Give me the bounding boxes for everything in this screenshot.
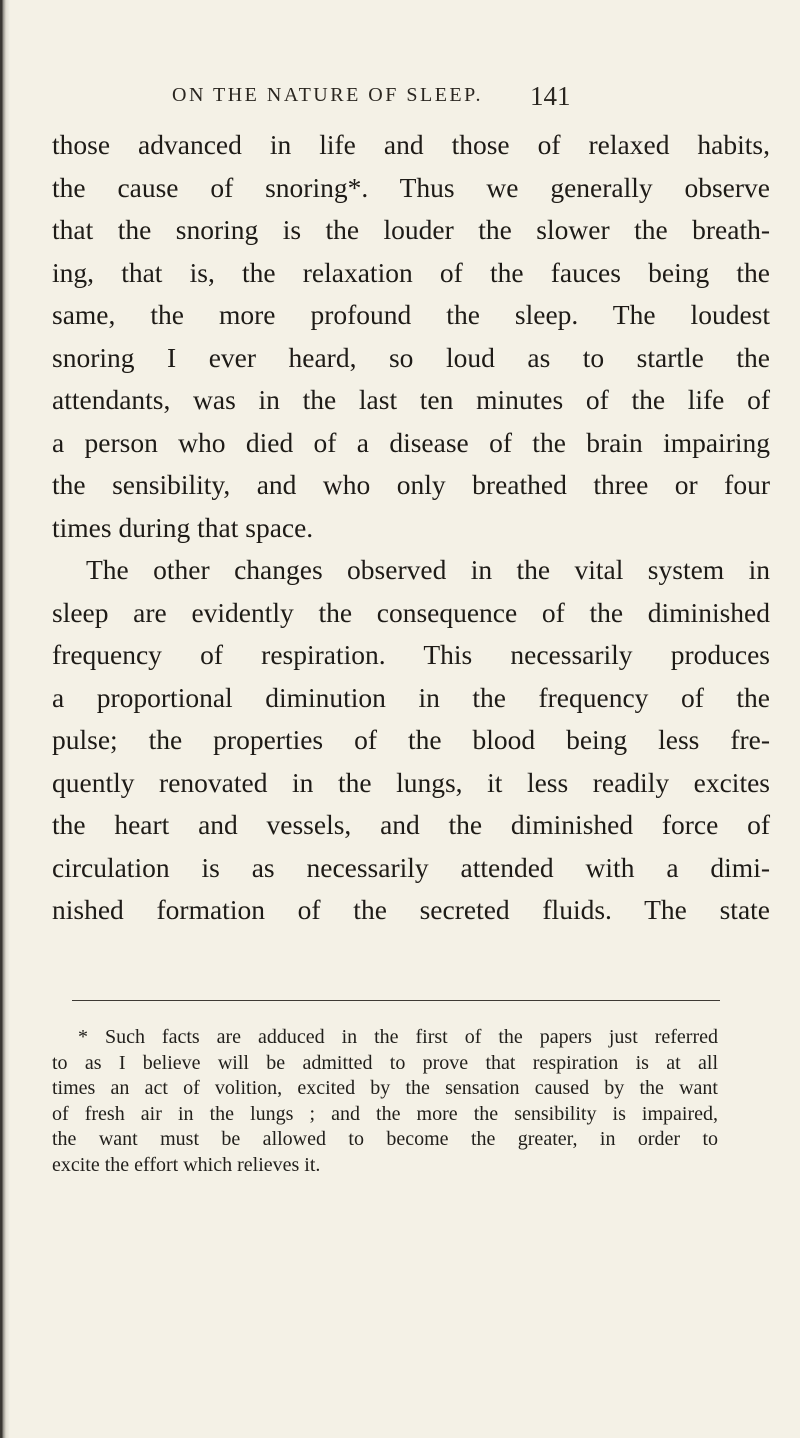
text-line: the cause of snoring*. Thus we generally observe xyxy=(52,171,770,203)
text-line: ing, that is, the relaxation of the fauces being the xyxy=(52,256,770,288)
footnote-line: of fresh air in the lungs ; and the more the sensibility is impaired, xyxy=(52,1102,718,1125)
text-line: those advanced in life and those of relaxed habits, xyxy=(52,129,770,160)
text-line: a person who died of a disease of the brain impairing xyxy=(52,426,770,458)
footnote-line: the want must be allowed to become the greater, in order to xyxy=(52,1128,718,1151)
book-page xyxy=(52,82,770,932)
text-line: circulation is as necessarily attended with a dimi- xyxy=(52,851,770,883)
footnote xyxy=(52,1025,718,1179)
text-line: that the snoring is the louder the slower the breath- xyxy=(52,214,770,245)
footnote-rule xyxy=(72,1000,720,1001)
text-line: the sensibility, and who only breathed three or four xyxy=(52,469,770,500)
text-line: a proportional diminution in the frequency of the xyxy=(52,681,770,713)
text-line: frequency of respiration. This necessarily produces xyxy=(52,639,770,670)
running-head xyxy=(52,82,770,112)
text-line: nished formation of the secreted fluids. The state xyxy=(52,894,770,925)
text-line: times during that space. xyxy=(52,511,314,543)
footnote-line: excite the effort which relieves it. xyxy=(52,1153,321,1176)
footnote-line: times an act of volition, excited by the sensation caused by the want xyxy=(52,1077,718,1100)
text-line: pulse; the properties of the blood being less fre- xyxy=(52,724,770,755)
footnote-line: * Such facts are adduced in the first of the papers just referred xyxy=(78,1026,718,1048)
running-title: ON THE NATURE OF SLEEP. xyxy=(172,84,484,106)
text-line: The other changes observed in the vital system in xyxy=(86,554,770,585)
text-line: quently renovated in the lungs, it less readily excites xyxy=(52,766,770,798)
body-text xyxy=(52,124,770,932)
text-line: attendants, was in the last ten minutes of the life of xyxy=(52,384,770,415)
binding-edge xyxy=(0,0,10,1438)
page-number: 141 xyxy=(530,81,571,111)
footnote-line: to as I believe will be admitted to prove that respiration is at all xyxy=(52,1051,718,1074)
text-line: the heart and vessels, and the diminished force of xyxy=(52,809,770,840)
text-line: snoring I ever heard, so loud as to startle the xyxy=(52,341,770,373)
text-line: same, the more profound the sleep. The loudest xyxy=(52,299,770,330)
text-line: sleep are evidently the consequence of the diminished xyxy=(52,596,770,628)
